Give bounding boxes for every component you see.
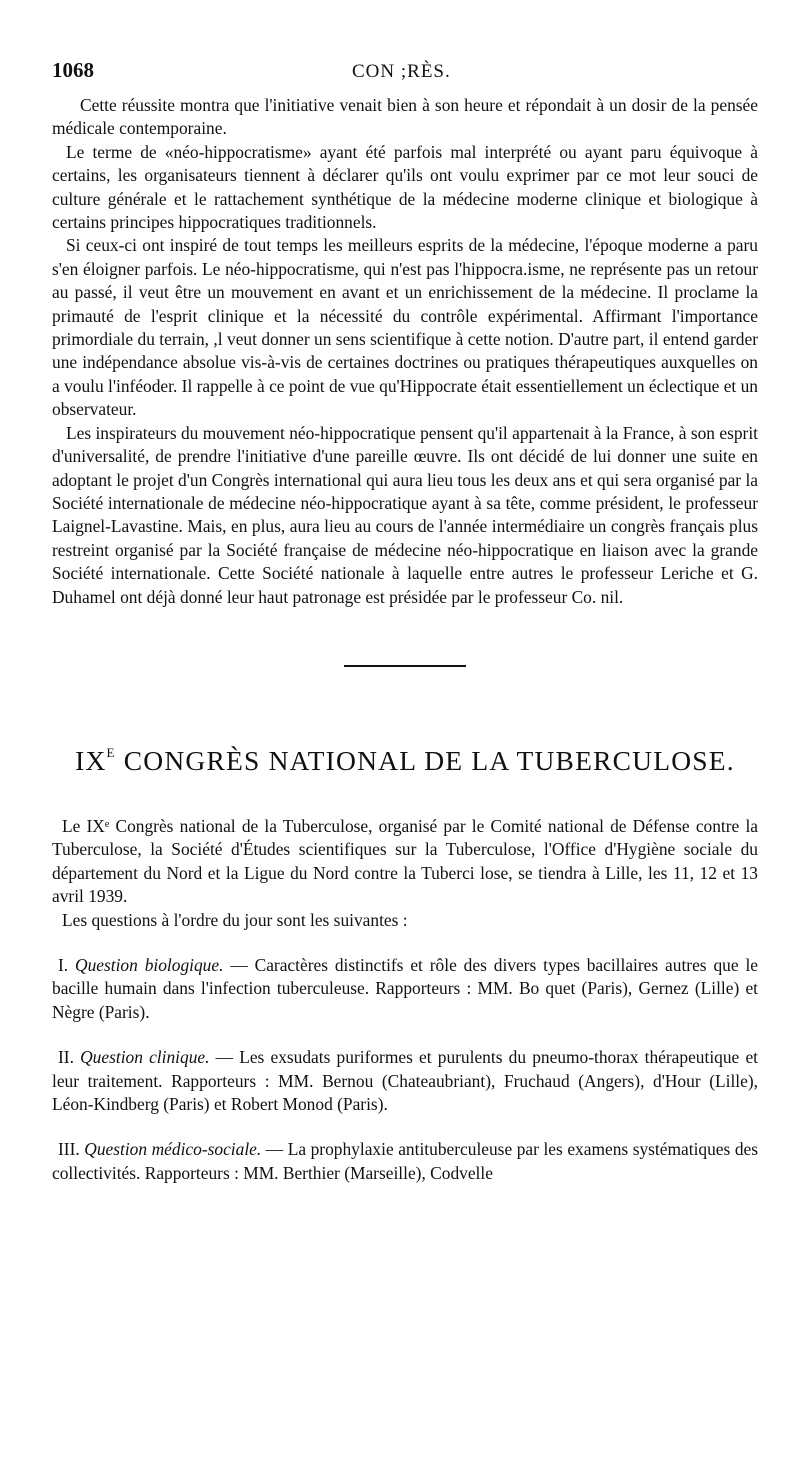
question-title: Question médico-sociale. — [84, 1139, 262, 1160]
page-number: 1068 — [52, 58, 94, 82]
section-title — [52, 745, 758, 777]
paragraph: Cette réussite montra que l'initiative venait bien à son heure et répondait à un dosir de la pensée médicale contemporaine. — [52, 95, 758, 139]
running-head: CON ;RÈS. — [352, 61, 451, 82]
question-item — [52, 1046, 758, 1116]
question-number: III. — [58, 1139, 80, 1160]
section-intro: Le IXᵉ Congrès national de la Tuberculose, organisé par le Comité national de Défense contre la Tuberculose, la Société d'Études scientifiques sur la Tuberculose, l'Office d'Hygiène sociale du département du Nord et la Ligue du Nord contre la Tuberci lose, se tiendra à Lille, les 11, 12 et 13 avril 1939. — [52, 815, 758, 907]
section-divider — [344, 665, 466, 667]
question-title: Question biologique. — [75, 954, 224, 975]
section-title-superscript: E — [106, 744, 116, 760]
question-number: II. — [58, 1047, 74, 1068]
question-text: — Les exsudats puriformes et purulents du pneumo-thorax thérapeutique et leur traitement. Rapporteurs : MM. Bernou (Chateaubriant), Fruchaud (Angers), d'Hour (Lille), Léon-Kindberg (Paris) et Robert Monod (Paris). — [52, 1047, 758, 1114]
section-body — [52, 815, 758, 1185]
paragraph: Si ceux-ci ont inspiré de tout temps les meilleurs esprits de la médecine, l'époque moderne a paru s'en éloigner parfois. Le néo-hippocratisme, qui n'est pas l'hippocra.isme, ne représente pas un retour au passé, il veut être un mouvement en avant et un enrichissement de la médecine. Il proclame la primauté de l'esprit clinique et la nécessité du contrôle expérimental. Affirmant l'importance primordiale du terrain, ,l veut donner un sens scientifique à cette notion. D'autre part, il entend garder une indépendance absolue vis-à-vis de certaines doctrines ou pratiques thérapeutiques auxquelles on a voulu l'inféoder. Il rappelle à ce point de vue qu'Hippocrate était essentiellement un éclectique et un observateur. — [52, 235, 758, 420]
section-title-numeral: IX — [75, 744, 107, 776]
question-number: I. — [58, 954, 69, 975]
question-item — [52, 1138, 758, 1185]
paragraph: Les inspirateurs du mouvement néo-hippocratique pensent qu'il appartenait à la France, à son esprit d'universalité, de prendre l'initiative d'une pareille œuvre. Ils ont décidé de lui donner une suite en adoptant le projet d'un Congrès international qui aura lieu tous les deux ans et qui sera organisé par la Société internationale de médecine néo-hippocratique ayant à sa tête, comme président, le professeur Laignel-Lavastine. Mais, en plus, aura lieu au cours de l'année intermédiaire un congrès français plus restreint organisé par la Société française de médecine néo-hippocratique en liaison avec la grande Société internationale. Cette Société nationale à laquelle entre autres le professeur Leriche et G. Duhamel ont déjà donné leur haut patronage est présidée par le professeur Co. nil. — [52, 422, 758, 607]
question-text: — La prophylaxie antituberculeuse par les examens systématiques des collectivités. Rapporteurs : MM. Berthier (Marseille), Codvelle — [52, 1139, 758, 1183]
agenda-intro: Les questions à l'ordre du jour sont les suivantes : — [62, 909, 408, 930]
question-title: Question clinique. — [80, 1047, 210, 1068]
paragraph: Le terme de «néo-hippocratisme» ayant été parfois mal interprété ou ayant paru équivoque à certains, les organisateurs tiennent à déclarer qu'ils ont voulu exprimer par ce mot leur souci de culture générale et le rattachement synthétique de la médecine moderne clinique et biologique à certains principes hippocratiques traditionnels. — [52, 141, 758, 233]
question-text: — Caractères distinctifs et rôle des divers types bacillaires autres que le bacille humain dans l'infection tuberculeuse. Rapporteurs : MM. Bo quet (Paris), Gernez (Lille) et Nègre (Paris). — [52, 954, 758, 1022]
document-page — [52, 58, 758, 1185]
page-header — [52, 58, 758, 94]
question-item — [52, 954, 758, 1024]
section-title-text: CONGRÈS NATIONAL DE LA TUBERCULOSE. — [115, 744, 735, 776]
